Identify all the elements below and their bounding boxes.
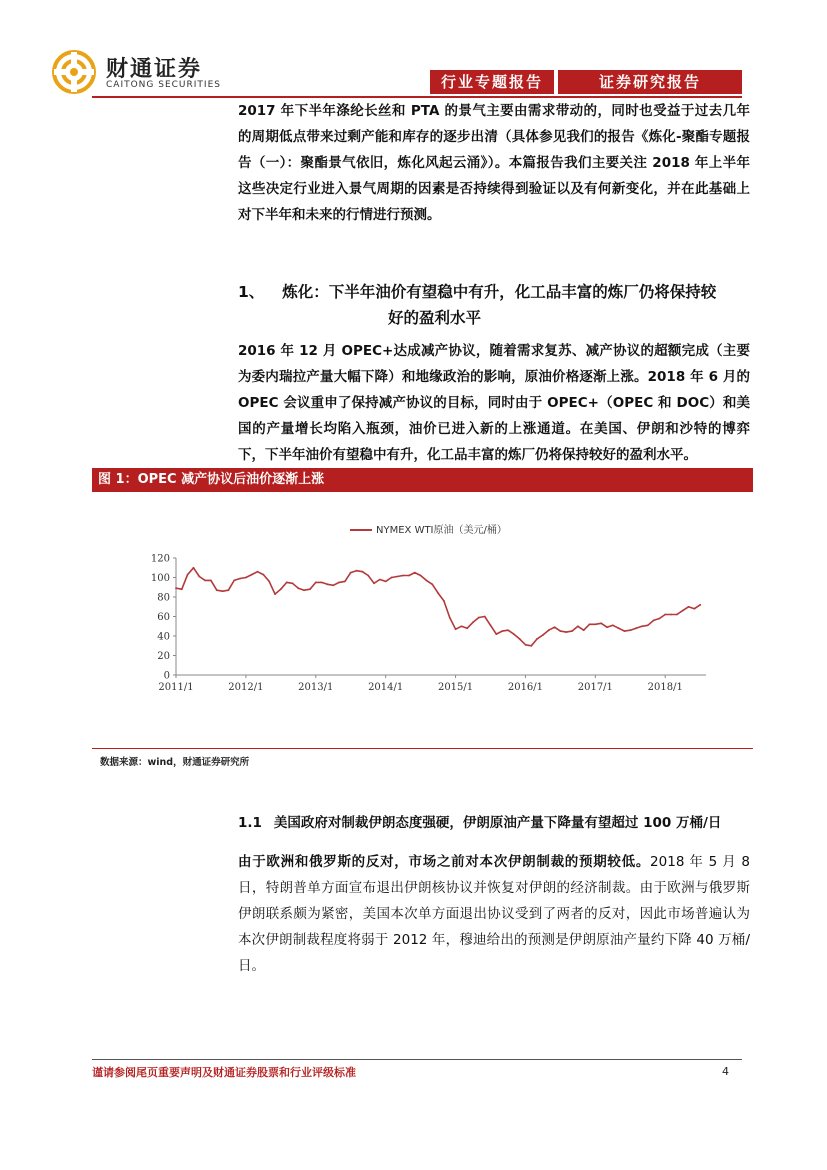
data-point (647, 624, 649, 626)
figure-source: 数据来源：wind，财通证券研究所 (100, 757, 250, 768)
data-point (263, 574, 265, 576)
report-type-tab: 行业专题报告 (430, 70, 554, 94)
data-point (682, 610, 684, 612)
series-line-wti (176, 568, 700, 646)
data-point (600, 622, 602, 624)
data-point (554, 626, 556, 628)
section-1-number: 1、 (238, 283, 265, 301)
section-1-1-paragraph (238, 849, 750, 979)
data-point (490, 624, 492, 626)
data-point (443, 600, 445, 602)
data-point (525, 644, 527, 646)
data-point (694, 608, 696, 610)
data-point (239, 578, 241, 580)
intro-paragraph: 2017 年下半年涤纶长丝和 PTA 的景气主要由需求带动的，同时也受益于过去几年的周期低点带来过剩产能和库存的逐步出清（具体参见我们的报告《炼化-聚酯专题报告（一）：聚酯景气依旧，炼化风起云涌》）。本篇报告我们主要关注 2018 年上半年这些决定行业进入景气周期的因素是否持续得到验证以及有何新变化，并在此基础上对下半年和未来的行情进行预测。 (238, 103, 750, 223)
x-tick-label: 2015/1 (437, 682, 474, 693)
data-point (542, 634, 544, 636)
research-report-tab: 证券研究报告 (558, 70, 742, 94)
data-point (356, 570, 358, 572)
data-point (455, 628, 457, 630)
data-point (228, 589, 230, 591)
y-tick-label: 120 (150, 553, 170, 565)
section-1-1-body: 2018 年 5 月 8 日，特朗普单方面宣布退出伊朗核协议并恢复对伊朗的经济制裁。由于欧洲与俄罗斯伊朗联系颇为紧密，美国本次单方面退出协议受到了两者的反对，因此市场普遍认为本次伊朗制裁程度将弱于 2012 年，穆迪给出的预测是伊朗原油产量约下降 40 万桶/日。 (238, 854, 750, 974)
section-1-1-number: 1.1 (238, 815, 262, 831)
data-point (594, 623, 596, 625)
data-point (396, 576, 398, 578)
data-point (280, 588, 282, 590)
data-point (292, 582, 294, 584)
data-point (344, 581, 346, 583)
x-tick-label: 2017/1 (577, 682, 613, 693)
data-point (338, 582, 340, 584)
logo-english-name: CAITONG SECURITIES (106, 80, 221, 90)
page-number: 4 (722, 1065, 729, 1078)
data-point (297, 587, 299, 589)
data-point (612, 624, 614, 626)
footer-disclaimer: 谨请参阅尾页重要声明及财通证券股票和行业评级标准 (92, 1066, 356, 1079)
y-tick-label: 0 (163, 670, 170, 682)
x-tick-label: 2016/1 (507, 682, 544, 693)
data-point (385, 581, 387, 583)
figure-1-caption: 图 1：OPEC 减产协议后油价逐渐上涨 (92, 468, 753, 492)
data-point (635, 627, 637, 629)
data-point (408, 575, 410, 577)
data-point (373, 582, 375, 584)
data-point (641, 625, 643, 627)
data-point (565, 631, 567, 633)
data-point (391, 577, 393, 579)
data-point (362, 571, 364, 573)
legend-label: NYMEX WTI原油（美元/桶） (376, 525, 507, 536)
section-1-1-title: 美国政府对制裁伊朗态度强硬，伊朗原油产量下降量有望超过 100 万桶/日 (273, 815, 722, 831)
y-tick-label: 100 (150, 573, 170, 584)
data-point (507, 629, 509, 631)
section-1-1-heading (238, 812, 721, 834)
data-point (571, 630, 573, 632)
data-point (536, 638, 538, 640)
data-point (222, 590, 224, 592)
y-tick-label: 60 (157, 612, 170, 623)
y-tick-label: 40 (157, 631, 170, 643)
data-point (321, 582, 323, 584)
data-point (437, 592, 439, 594)
y-tick-label: 20 (157, 651, 170, 662)
data-point (699, 604, 701, 606)
data-point (426, 580, 428, 582)
data-point (624, 630, 626, 632)
data-point (274, 593, 276, 595)
data-point (484, 616, 486, 618)
data-point (332, 584, 334, 586)
section-1-1-lead: 由于欧洲和俄罗斯的反对，市场之前对本次伊朗制裁的预期较低。 (238, 854, 651, 870)
source-divider (92, 748, 753, 749)
data-point (245, 577, 247, 579)
data-point (198, 576, 200, 578)
x-tick-label: 2012/1 (228, 682, 264, 693)
data-point (414, 572, 416, 574)
data-point (193, 567, 195, 569)
data-point (466, 627, 468, 629)
data-point (530, 645, 532, 647)
data-point (327, 583, 329, 585)
caitong-logo-icon (52, 50, 96, 94)
data-point (216, 589, 218, 591)
data-point (688, 606, 690, 608)
x-tick-label: 2018/1 (647, 682, 683, 693)
data-point (495, 633, 497, 635)
data-point (664, 614, 666, 616)
data-point (472, 621, 474, 623)
data-point (257, 571, 259, 573)
data-point (251, 574, 253, 576)
section-1-title-line1: 炼化：下半年油价有望稳中有升，化工品丰富的炼厂仍将保持较 (282, 283, 717, 301)
data-point (577, 625, 579, 627)
x-tick-label: 2014/1 (368, 682, 404, 693)
data-point (449, 617, 451, 619)
data-point (309, 588, 311, 590)
data-point (560, 630, 562, 632)
data-point (513, 633, 515, 635)
data-point (303, 589, 305, 591)
data-point (420, 575, 422, 577)
data-point (187, 574, 189, 576)
logo-chinese-name: 财通证券 (106, 57, 203, 82)
data-point (402, 575, 404, 577)
data-point (379, 579, 381, 581)
data-point (653, 620, 655, 622)
data-point (501, 630, 503, 632)
data-point (181, 588, 183, 590)
data-point (233, 580, 235, 582)
data-point (676, 614, 678, 616)
data-point (350, 572, 352, 574)
data-point (204, 580, 206, 582)
data-point (629, 629, 631, 631)
data-point (670, 614, 672, 616)
data-point (659, 618, 661, 620)
data-point (175, 587, 177, 589)
data-point (478, 617, 480, 619)
data-point (315, 582, 317, 584)
data-point (618, 627, 620, 629)
x-tick-label: 2013/1 (298, 682, 334, 693)
y-tick-label: 80 (157, 592, 170, 604)
data-point (210, 580, 212, 582)
data-point (548, 629, 550, 631)
company-logo (52, 50, 221, 96)
data-point (461, 625, 463, 627)
section-1-heading (238, 279, 750, 305)
data-point (606, 626, 608, 628)
section-1-paragraph: 2016 年 12 月 OPEC+达成减产协议，随着需求复苏、减产协议的超额完成（主要为委内瑞拉产量大幅下降）和地缘政治的影响，原油价格逐渐上涨。2018 年 6 月的 OPEC 会议重申了保持减产协议的目标，同时由于 OPEC+（OPEC 和 DOC）和美国的产量增长均陷入瓶颈，油价已进入新的上涨通道。在美国、伊朗和沙特的博弈下，下半年油价有望稳中有升，化工品丰富的炼厂仍将保持较好的盈利水平。 (238, 343, 750, 463)
section-1-title-line2: 好的盈利水平 (388, 309, 482, 327)
data-point (367, 575, 369, 577)
data-point (589, 623, 591, 625)
data-point (583, 629, 585, 631)
x-tick-label: 2011/1 (158, 682, 194, 693)
oil-price-chart (140, 515, 720, 700)
data-point (286, 582, 288, 584)
data-point (519, 638, 521, 640)
data-point (431, 583, 433, 585)
data-point (268, 581, 270, 583)
footer-divider (92, 1059, 742, 1060)
